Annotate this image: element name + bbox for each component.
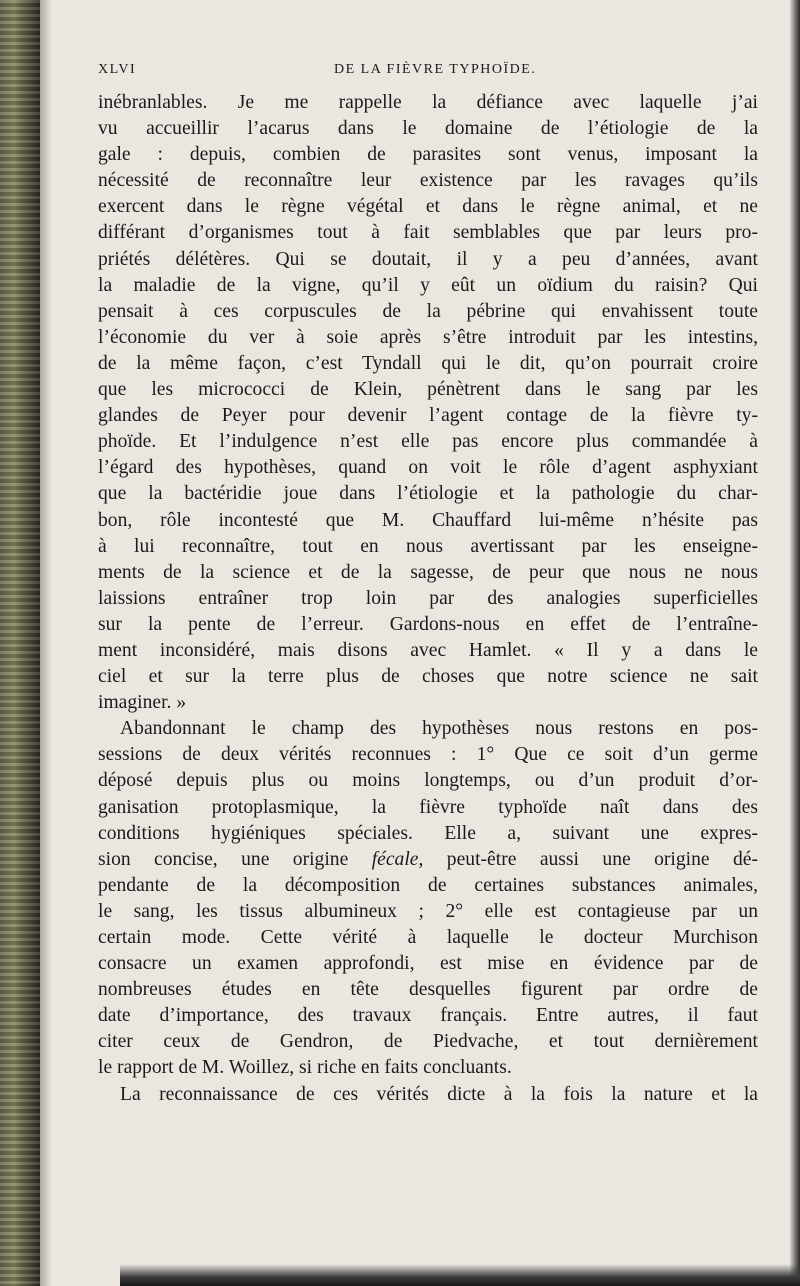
text-line: l’égard des hypothèses, quand on voit le rôle d’agent asphyxiant (98, 457, 758, 479)
page-right-edge (790, 0, 800, 1286)
text-line: laissions entraîner trop loin par des analogies superficielles (98, 587, 758, 609)
paragraph-last-line: le rapport de M. Woillez, si riche en faits concluants. (98, 1057, 512, 1079)
paragraph-last-line: imaginer. » (98, 692, 187, 714)
text-line: bon, rôle incontesté que M. Chauffard lui-même n’hésite pas (98, 509, 758, 531)
text-line: consacre un examen approfondi, est mise en évidence par de (98, 953, 758, 975)
text-line: nombreuses études en tête desquelles figurent par ordre de (98, 979, 758, 1001)
text-line: la maladie de la vigne, qu’il y eût un oïdium du raisin? Qui (98, 274, 758, 296)
body-text (98, 90, 758, 1108)
text-line: certain mode. Cette vérité à laquelle le docteur Murchison (98, 927, 758, 948)
text-line: date d’importance, des travaux français. Entre autres, il faut (98, 1005, 758, 1027)
text-line: sessions de deux vérités reconnues : 1° Que ce soit d’un germe (98, 744, 758, 766)
binding-shadow (40, 0, 52, 1286)
text-line: gale : depuis, combien de parasites sont venus, imposant la (98, 144, 758, 166)
text-line: sur la pente de l’erreur. Gardons-nous en effet de l’entraîne- (98, 613, 758, 635)
text-line: à lui reconnaître, tout en nous avertissant par les enseigne- (98, 535, 758, 557)
text-line: le sang, les tissus albumineux ; 2° elle est contagieuse par un (98, 900, 758, 922)
running-title: DE LA FIÈVRE TYPHOÏDE. (334, 62, 537, 77)
text-line: glandes de Peyer pour devenir l’agent contage de la fièvre ty- (98, 405, 758, 427)
text-line: pensait à ces corpuscules de la pébrine qui envahissent toute (98, 300, 758, 322)
running-header (98, 62, 758, 84)
text-line: conditions hygiéniques spéciales. Elle a, suivant une expres- (98, 822, 758, 844)
page-number: XLVI (98, 62, 137, 77)
text-line: priétés délétères. Qui se doutait, il y a peu d’années, avant (98, 248, 758, 270)
text-line: que la bactéridie joue dans l’étiologie et la pathologie du char- (98, 483, 758, 505)
text-line: citer ceux de Gendron, de Piedvache, et tout dernièrement (98, 1031, 758, 1053)
text-line: pendante de la décomposition de certaines substances animales, (98, 874, 758, 896)
text-line: ment inconsidéré, mais disons avec Hamlet. « Il y a dans le (98, 639, 758, 661)
text-line: déposé depuis plus ou moins longtemps, ou d’un produit d’or- (98, 770, 758, 792)
text-line: que les micrococci de Klein, pénètrent dans le sang par les (98, 379, 758, 401)
text-segment: sion concise, une origine (98, 848, 349, 870)
text-line: vu accueillir l’acarus dans le domaine de l’étiologie de la (98, 118, 758, 140)
text-line: ciel et sur la terre plus de choses que notre science ne sait (98, 666, 758, 688)
text-line: ganisation protoplasmique, la fièvre typhoïde naît dans des (98, 796, 758, 818)
italic-word: fécale, (371, 848, 424, 870)
text-line: nécessité de reconnaître leur existence par les ravages qu’ils (98, 170, 758, 192)
page-bottom-edge (120, 1264, 800, 1286)
paragraph-first-line: La reconnaissance de ces vérités dicte à la fois la nature et la (120, 1083, 758, 1105)
text-line: l’économie du ver à soie après s’être introduit par les intestins, (98, 326, 758, 348)
text-line-with-italic (98, 847, 758, 873)
text-line: de la même façon, c’est Tyndall qui le dit, qu’on pourrait croire (98, 352, 758, 374)
text-segment: peut-être aussi une origine dé- (446, 848, 758, 870)
text-line: inébranlables. Je me rappelle la défiance avec laquelle j’ai (98, 92, 758, 113)
text-line: différant d’organismes tout à fait semblables que par leurs pro- (98, 222, 758, 244)
text-line: ments de la science et de la sagesse, de peur que nous ne nous (98, 561, 758, 583)
text-line: phoïde. Et l’indulgence n’est elle pas encore plus commandée à (98, 431, 758, 453)
paragraph-first-line: Abandonnant le champ des hypothèses nous restons en pos- (120, 718, 758, 740)
book-page (98, 62, 758, 1108)
binding-gutter (0, 0, 40, 1286)
text-line: exercent dans le règne végétal et dans le règne animal, et ne (98, 196, 758, 218)
